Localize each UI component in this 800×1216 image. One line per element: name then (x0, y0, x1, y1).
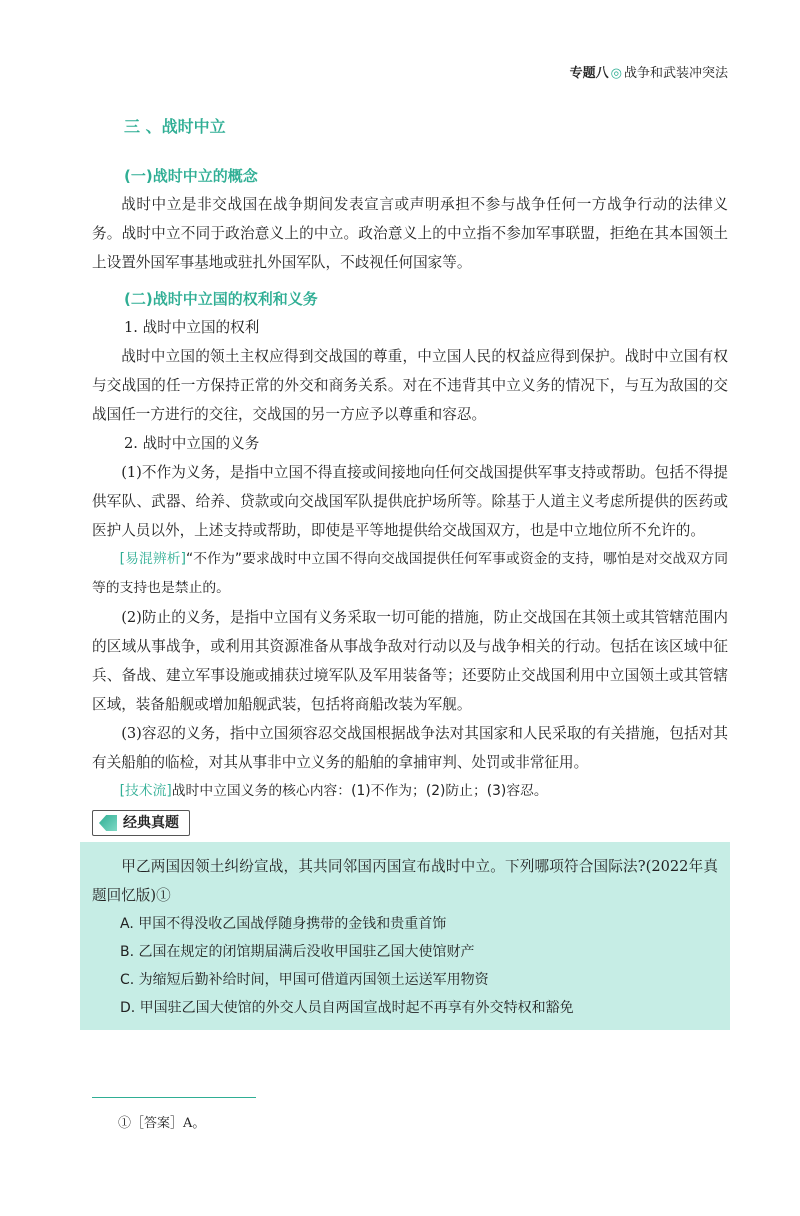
header-section: 专题八 (569, 66, 609, 81)
option-c: C. 为缩短后勤补给时间，甲国可借道丙国领土运送军用物资 (120, 972, 489, 988)
exam-question-box (80, 842, 730, 1030)
header-title: 战争和武装冲突法 (623, 66, 728, 81)
footnote: ①［答案］A。 (118, 1116, 206, 1131)
exam-question: 甲乙两国因领土纠纷宣战，其共同邻国丙国宣布战时中立。下列哪项符合国际法?(2022年真题回忆版)① (92, 858, 718, 904)
paragraph-concept: 战时中立是非交战国在战争期间发表宣言或声明承担不参与战争任何一方战争行动的法律义务。战时中立不同于政治意义上的中立。政治意义上的中立指不参加军事联盟，拒绝在其本国领土上设置外国军事基地或驻扎外国军队，不歧视任何国家等。 (92, 196, 728, 271)
section-heading: 三 、战时中立 (124, 117, 226, 136)
note-confusion-text: “不作为”要求战时中立国不得向交战国提供任何军事或资金的支持，哪怕是对交战双方同等的支持也是禁止的。 (92, 551, 729, 596)
exam-badge-label: 经典真题 (123, 815, 179, 831)
paragraph-duty-2: (2)防止的义务，是指中立国有义务采取一切可能的措施，防止交战国在其领土或其管辖范围内的区域从事战争，或利用其资源准备从事战争敌对行动以及与战争相关的行动。包括在该区域中征兵、备战、建立军事设施或捕获过境军队及军用装备等；还要防止交战国利用中立国领土或其管辖区域，装备船舰或增加船舰武装，包括将商船改装为军舰。 (92, 609, 728, 713)
option-b: B. 乙国在规定的闭馆期届满后没收甲国驻乙国大使馆财产 (120, 944, 475, 960)
subsection-1-title: (一)战时中立的概念 (124, 167, 258, 185)
paragraph-duty-1: (1)不作为义务，是指中立国不得直接或间接地向任何交战国提供军事支持或帮助。包括不得提供军队、武器、给养、贷款或向交战国军队提供庇护场所等。除基于人道主义考虑所提供的医药或医护人员以外，上述支持或帮助，即使是平等地提供给交战国双方，也是中立地位所不允许的。 (92, 464, 728, 539)
badge-marker-icon (99, 815, 117, 831)
note-confusion (92, 545, 728, 603)
rights-title: 1. 战时中立国的权利 (124, 319, 260, 336)
subsection-2-title: (二)战时中立国的权利和义务 (124, 290, 318, 308)
option-d: D. 甲国驻乙国大使馆的外交人员自两国宣战时起不再享有外交特权和豁免 (120, 1000, 574, 1016)
paragraph-rights: 战时中立国的领土主权应得到交战国的尊重，中立国人民的权益应得到保护。战时中立国有权与交战国的任一方保持正常的外交和商务关系。对在不违背其中立义务的情况下，与互为敌国的交战国任一方进行的交往，交战国的另一方应予以尊重和容忍。 (92, 348, 728, 423)
note-technique (92, 777, 728, 806)
running-header (570, 62, 728, 81)
header-separator: ◎ (610, 66, 622, 81)
page-content (92, 110, 728, 1030)
exam-badge (92, 810, 190, 836)
note-confusion-tag: [易混辨析] (119, 551, 186, 567)
footnote-divider (92, 1097, 256, 1098)
duties-title: 2. 战时中立国的义务 (124, 435, 260, 452)
note-technique-tag: [技术流] (119, 783, 172, 799)
option-a: A. 甲国不得没收乙国战俘随身携带的金钱和贵重首饰 (120, 916, 447, 932)
paragraph-duty-3: (3)容忍的义务，指中立国须容忍交战国根据战争法对其国家和人民采取的有关措施，包括对其有关船舶的临检，对其从事非中立义务的船舶的拿捕审判、处罚或非常征用。 (92, 725, 728, 771)
note-technique-text: 战时中立国义务的核心内容：(1)不作为；(2)防止；(3)容忍。 (171, 783, 548, 799)
